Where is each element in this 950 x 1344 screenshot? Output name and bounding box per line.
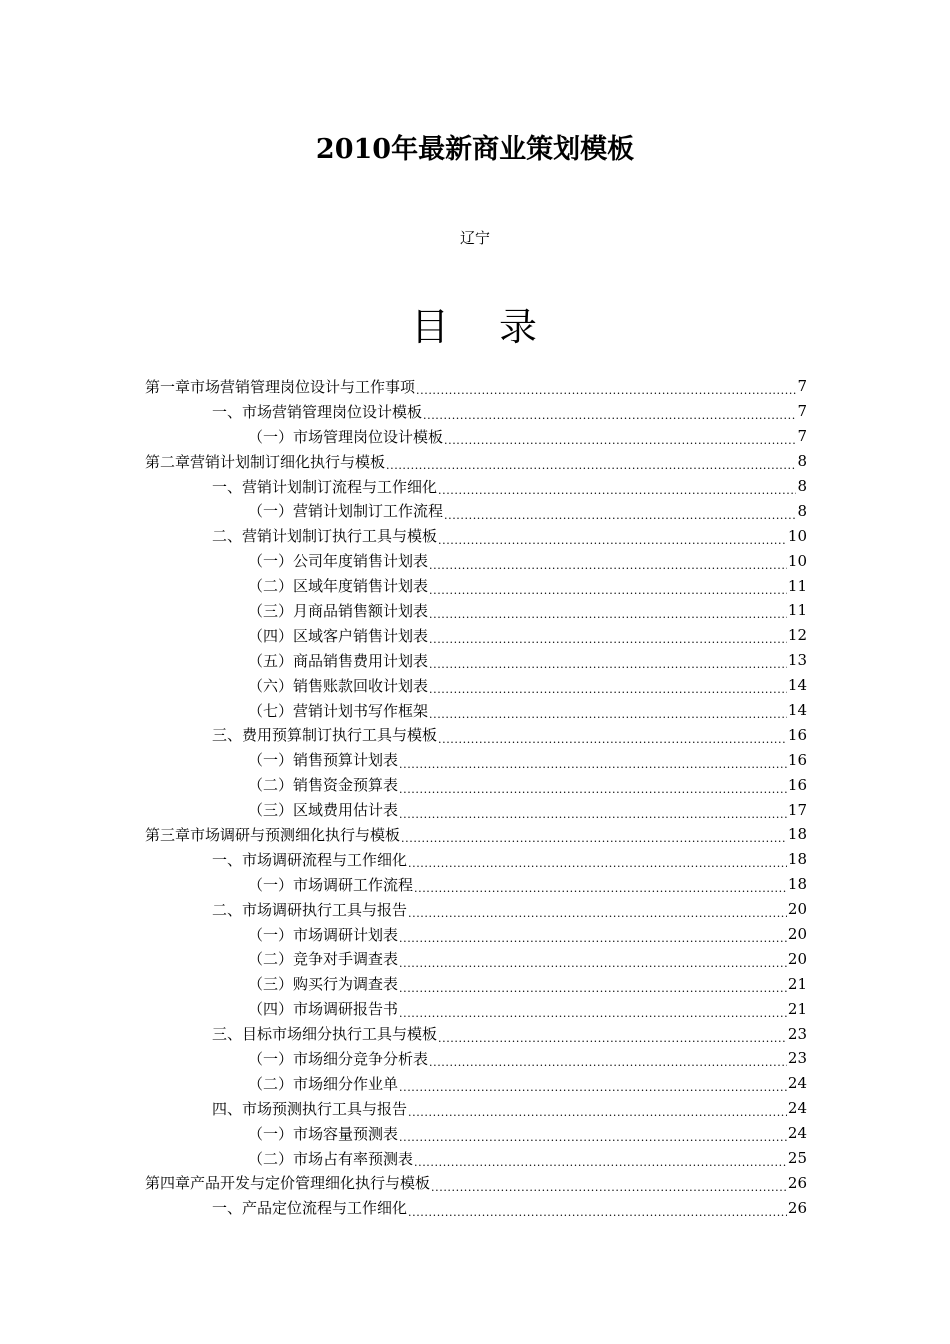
toc-chapter-label: 第四章 xyxy=(145,1174,191,1193)
toc-entry-title: （四）市场调研报告书 xyxy=(248,1000,399,1019)
toc-entry-title: （四）区域客户销售计划表 xyxy=(248,626,429,645)
toc-page-number: 8 xyxy=(797,477,807,495)
toc-entry[interactable] xyxy=(145,424,807,449)
toc-page-number: 17 xyxy=(787,800,807,819)
toc-page-number: 12 xyxy=(787,626,807,645)
toc-entry[interactable] xyxy=(145,374,807,399)
toc-entry-title: （二）市场细分作业单 xyxy=(248,1074,399,1093)
toc-leader-dots xyxy=(429,604,787,622)
toc-leader-dots xyxy=(429,580,787,598)
toc-entry-title: （一）市场细分竞争分析表 xyxy=(248,1049,429,1068)
toc-entry-title: （五）商品销售费用计划表 xyxy=(248,651,429,670)
toc-page-number: 21 xyxy=(787,999,807,1018)
toc-entry[interactable] xyxy=(145,673,807,698)
toc-entry-title: （一）公司年度销售计划表 xyxy=(248,552,429,571)
toc-page-number: 14 xyxy=(787,676,807,695)
toc-leader-dots xyxy=(408,853,787,871)
toc-page-number: 18 xyxy=(787,850,807,869)
toc-entry-title: 一、产品定位流程与工作细化 xyxy=(212,1199,408,1218)
toc-entry[interactable] xyxy=(145,1121,807,1146)
toc-leader-dots xyxy=(429,629,787,647)
toc-entry[interactable] xyxy=(145,523,807,548)
document-title: 2010年最新商业策划模板 xyxy=(315,134,635,165)
toc-leader-dots xyxy=(399,978,787,996)
toc-page-number: 23 xyxy=(787,1049,807,1068)
toc-entry[interactable] xyxy=(145,449,807,474)
toc-leader-dots xyxy=(438,1028,787,1046)
toc-entry-title: （二）竞争对手调查表 xyxy=(248,950,399,969)
toc-entry-title: 一、营销计划制订流程与工作细化 xyxy=(212,477,438,496)
toc-leader-dots xyxy=(386,455,796,473)
toc-leader-dots xyxy=(399,1077,787,1095)
toc-entry[interactable] xyxy=(145,1146,807,1171)
toc-page-number: 10 xyxy=(787,526,807,545)
toc-entry-title: （一）营销计划制订工作流程 xyxy=(248,502,444,521)
toc-entry-title: 市场营销管理岗位设计与工作事项 xyxy=(190,377,416,396)
toc-page-number: 21 xyxy=(787,974,807,993)
toc-leader-dots xyxy=(423,405,796,423)
toc-leader-dots xyxy=(429,654,787,672)
toc-leader-dots xyxy=(429,679,787,697)
toc-entry[interactable] xyxy=(145,847,807,872)
toc-leader-dots xyxy=(399,779,787,797)
toc-entry-title: （一）市场容量预测表 xyxy=(248,1124,399,1143)
toc-leader-dots xyxy=(416,380,796,398)
toc-page-number: 11 xyxy=(787,576,807,595)
toc-entry[interactable] xyxy=(145,922,807,947)
toc-entry-title: （二）区域年度销售计划表 xyxy=(248,577,429,596)
toc-entry-title: 二、营销计划制订执行工具与模板 xyxy=(212,527,438,546)
toc-page-number: 23 xyxy=(787,1024,807,1043)
toc-entry-title: （一）市场调研工作流程 xyxy=(248,875,414,894)
toc-entry[interactable] xyxy=(145,648,807,673)
toc-entry-title: （七）营销计划书写作框架 xyxy=(248,701,429,720)
toc-page-number: 11 xyxy=(787,601,807,620)
toc-entry[interactable] xyxy=(145,946,807,971)
toc-entry[interactable] xyxy=(145,897,807,922)
toc-entry-title: （二）销售资金预算表 xyxy=(248,776,399,795)
toc-entry[interactable] xyxy=(145,1096,807,1121)
toc-entry-title: （二）市场占有率预测表 xyxy=(248,1149,414,1168)
toc-entry[interactable] xyxy=(145,1071,807,1096)
toc-leader-dots xyxy=(414,878,787,896)
toc-page-number: 24 xyxy=(787,1124,807,1143)
toc-entry-title: （三）购买行为调查表 xyxy=(248,975,399,994)
toc-entry[interactable] xyxy=(145,747,807,772)
toc-chapter-label: 第三章 xyxy=(145,825,191,844)
toc-leader-dots xyxy=(444,430,796,448)
toc-entry-title: 三、目标市场细分执行工具与模板 xyxy=(212,1025,438,1044)
toc-entry-title: 产品开发与定价管理细化执行与模板 xyxy=(190,1174,431,1193)
toc-entry[interactable] xyxy=(145,971,807,996)
toc-entry-title: 营销计划制订细化执行与模板 xyxy=(190,452,386,471)
toc-leader-dots xyxy=(408,903,787,921)
toc-page-number: 25 xyxy=(787,1149,807,1168)
toc-entry[interactable] xyxy=(145,598,807,623)
toc-entry-title: 二、市场调研执行工具与报告 xyxy=(212,900,408,919)
toc-heading xyxy=(0,302,950,352)
toc-page-number: 7 xyxy=(797,427,807,446)
toc-entry[interactable] xyxy=(145,722,807,747)
toc-leader-dots xyxy=(438,729,787,747)
toc-page-number: 13 xyxy=(787,651,807,670)
toc-page-number: 16 xyxy=(787,750,807,769)
toc-leader-dots xyxy=(429,1052,787,1070)
toc-entry-title: （一）销售预算计划表 xyxy=(248,751,399,770)
toc-entry[interactable] xyxy=(145,399,807,424)
toc-page-number: 8 xyxy=(797,501,807,520)
toc-entry-title: 四、市场预测执行工具与报告 xyxy=(212,1099,408,1118)
toc-leader-dots xyxy=(399,953,787,971)
toc-entry[interactable] xyxy=(145,498,807,523)
toc-entry-title: （一）市场管理岗位设计模板 xyxy=(248,427,444,446)
toc-page-number: 20 xyxy=(787,949,807,968)
toc-leader-dots xyxy=(438,530,787,548)
toc-page-number: 8 xyxy=(797,452,807,471)
toc-page-number: 10 xyxy=(787,551,807,570)
toc-page-number: 18 xyxy=(787,825,807,844)
toc-page-number: 24 xyxy=(787,1074,807,1093)
toc-leader-dots xyxy=(444,505,796,523)
toc-heading-char-1: 目 xyxy=(410,305,451,349)
toc-entry[interactable] xyxy=(145,797,807,822)
toc-entry-title: 三、费用预算制订执行工具与模板 xyxy=(212,726,438,745)
toc-page-number: 16 xyxy=(787,775,807,794)
toc-entry[interactable] xyxy=(145,1046,807,1071)
toc-chapter-label: 第一章 xyxy=(145,377,191,396)
toc-leader-dots xyxy=(399,804,787,822)
toc-chapter-label: 第二章 xyxy=(145,452,191,471)
toc-page-number: 7 xyxy=(797,377,807,396)
table-of-contents xyxy=(145,374,807,1220)
toc-page-number: 24 xyxy=(787,1099,807,1118)
toc-entry-title: （三）月商品销售额计划表 xyxy=(248,601,429,620)
toc-page-number: 20 xyxy=(787,925,807,944)
toc-entry[interactable] xyxy=(145,872,807,897)
toc-entry[interactable] xyxy=(145,1171,807,1196)
toc-leader-dots xyxy=(438,480,796,498)
toc-entry[interactable] xyxy=(145,548,807,573)
toc-leader-dots xyxy=(408,1202,787,1220)
toc-leader-dots xyxy=(408,1102,787,1120)
toc-entry[interactable] xyxy=(145,772,807,797)
toc-leader-dots xyxy=(399,928,787,946)
toc-leader-dots xyxy=(429,555,787,573)
toc-page-number: 20 xyxy=(787,900,807,919)
toc-leader-dots xyxy=(429,704,787,722)
toc-entry[interactable] xyxy=(145,573,807,598)
toc-entry[interactable] xyxy=(145,698,807,723)
toc-entry-title: 一、市场调研流程与工作细化 xyxy=(212,850,408,869)
toc-entry[interactable] xyxy=(145,996,807,1021)
toc-page-number: 7 xyxy=(797,402,807,421)
toc-leader-dots xyxy=(414,1152,787,1170)
toc-heading-char-2: 录 xyxy=(499,305,540,349)
toc-entry-title: （六）销售账款回收计划表 xyxy=(248,676,429,695)
toc-page-number: 26 xyxy=(787,1198,807,1217)
toc-entry[interactable] xyxy=(145,1021,807,1046)
toc-leader-dots xyxy=(399,1003,787,1021)
toc-entry-title: （一）市场调研计划表 xyxy=(248,925,399,944)
document-author: 辽宁 xyxy=(459,229,490,247)
toc-page-number: 16 xyxy=(787,725,807,744)
toc-page-number: 18 xyxy=(787,875,807,894)
toc-entry[interactable] xyxy=(145,822,807,847)
toc-entry[interactable] xyxy=(145,474,807,499)
toc-entry[interactable] xyxy=(145,623,807,648)
toc-entry-title: （三）区域费用估计表 xyxy=(248,801,399,820)
toc-leader-dots xyxy=(399,1127,787,1145)
toc-page-number: 14 xyxy=(787,701,807,720)
toc-entry-title: 市场调研与预测细化执行与模板 xyxy=(190,825,401,844)
toc-page-number: 26 xyxy=(787,1173,807,1192)
toc-leader-dots xyxy=(401,828,787,846)
toc-leader-dots xyxy=(431,1177,787,1195)
toc-entry[interactable] xyxy=(145,1195,807,1220)
toc-entry-title: 一、市场营销管理岗位设计模板 xyxy=(212,402,423,421)
toc-leader-dots xyxy=(399,754,787,772)
